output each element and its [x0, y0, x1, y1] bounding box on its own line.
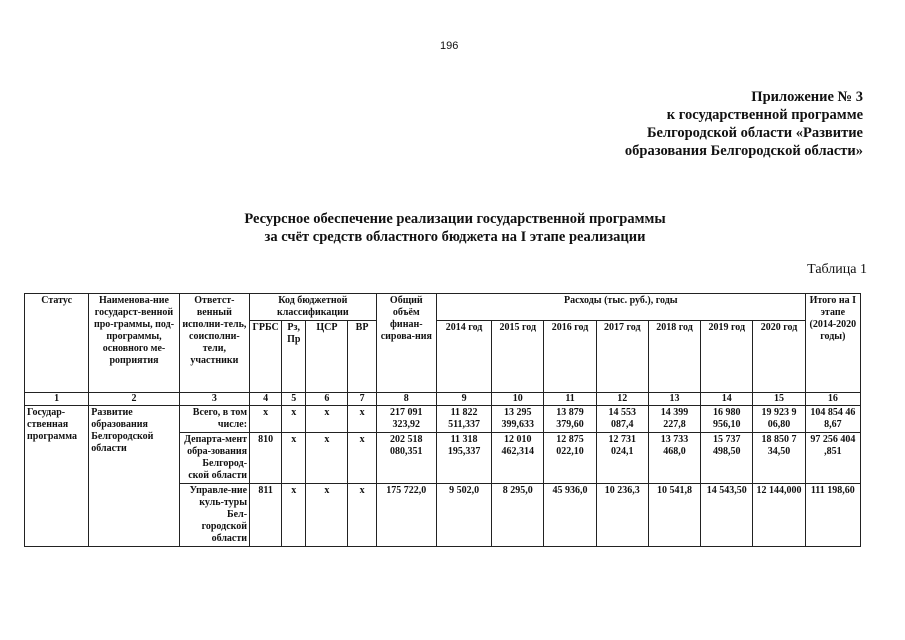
column-number: 3 — [179, 393, 249, 406]
year-2020-cell: 18 850 7 34,50 — [753, 433, 805, 484]
column-number: 14 — [701, 393, 753, 406]
header-year: 2018 год — [648, 321, 700, 393]
header-total-volume: Общий объём финан-сирова-ния — [376, 294, 436, 393]
csr-cell: х — [306, 406, 348, 433]
appendix-heading — [563, 88, 863, 160]
appendix-line: Белгородской области «Развитие — [646, 125, 863, 141]
header-name: Наименова-ние государст-венной про-граммы, под-программы, основного ме-роприятия — [89, 294, 179, 393]
header-budget-code: Код бюджетной классификации — [250, 294, 377, 321]
column-number: 1 — [25, 393, 89, 406]
year-2018-cell: 10 541,8 — [648, 484, 700, 547]
header-csr: ЦСР — [306, 321, 348, 393]
rzpr-cell: х — [282, 433, 306, 484]
header-year: 2014 год — [436, 321, 491, 393]
column-number: 7 — [348, 393, 376, 406]
grbs-cell: 811 — [250, 484, 282, 547]
rzpr-cell: х — [282, 406, 306, 433]
table-row — [25, 406, 861, 433]
year-2014-cell: 11 822 511,337 — [436, 406, 491, 433]
year-2018-cell: 14 399 227,8 — [648, 406, 700, 433]
header-row — [25, 294, 861, 321]
header-vr: ВР — [348, 321, 376, 393]
column-number: 2 — [89, 393, 179, 406]
column-number-row — [25, 393, 861, 406]
column-number: 10 — [492, 393, 544, 406]
stage-total-cell: 111 198,60 — [805, 484, 860, 547]
header-rzpr: Рз, Пр — [282, 321, 306, 393]
status-cell: Государ-ственная программа — [25, 406, 89, 547]
vr-cell: х — [348, 406, 376, 433]
year-2019-cell: 15 737 498,50 — [701, 433, 753, 484]
header-year: 2019 год — [701, 321, 753, 393]
column-number: 16 — [805, 393, 860, 406]
column-number: 8 — [376, 393, 436, 406]
year-2017-cell: 12 731 024,1 — [596, 433, 648, 484]
year-2015-cell: 13 295 399,633 — [492, 406, 544, 433]
header-executor: Ответст-венный исполни-тель, соисполни-тели, участники — [179, 294, 249, 393]
column-number: 12 — [596, 393, 648, 406]
stage-total-cell: 97 256 404 ,851 — [805, 433, 860, 484]
year-2020-cell: 19 923 9 06,80 — [753, 406, 805, 433]
executor-cell: Всего, в том числе: — [179, 406, 249, 433]
year-2015-cell: 8 295,0 — [492, 484, 544, 547]
stage-total-cell: 104 854 46 8,67 — [805, 406, 860, 433]
total-cell: 175 722,0 — [376, 484, 436, 547]
title-line-1: Ресурсное обеспечение реализации государственной программы — [244, 211, 666, 227]
program-name-cell: Развитие образования Белгородской области — [89, 406, 179, 547]
appendix-line: к государственной программе — [666, 107, 863, 123]
column-number: 4 — [250, 393, 282, 406]
column-number: 6 — [306, 393, 348, 406]
vr-cell: х — [348, 433, 376, 484]
year-2015-cell: 12 010 462,314 — [492, 433, 544, 484]
vr-cell: х — [348, 484, 376, 547]
year-2017-cell: 14 553 087,4 — [596, 406, 648, 433]
header-grbs: ГРБС — [250, 321, 282, 393]
table-label: Таблица 1 — [807, 262, 867, 277]
header-expenses: Расходы (тыс. руб.), годы — [436, 294, 805, 321]
resource-table — [24, 293, 861, 547]
header-year: 2015 год — [492, 321, 544, 393]
header-stage-total: Итого на I этапе (2014-2020 годы) — [805, 294, 860, 393]
appendix-line: Приложение № 3 — [751, 89, 863, 105]
year-2017-cell: 10 236,3 — [596, 484, 648, 547]
column-number: 9 — [436, 393, 491, 406]
year-2020-cell: 12 144,000 — [753, 484, 805, 547]
csr-cell: х — [306, 433, 348, 484]
column-number: 5 — [282, 393, 306, 406]
grbs-cell: х — [250, 406, 282, 433]
rzpr-cell: х — [282, 484, 306, 547]
title-line-2: за счёт средств областного бюджета на I этапе реализации — [264, 229, 646, 245]
csr-cell: х — [306, 484, 348, 547]
grbs-cell: 810 — [250, 433, 282, 484]
year-2014-cell: 9 502,0 — [436, 484, 491, 547]
column-number: 11 — [544, 393, 596, 406]
header-year: 2016 год — [544, 321, 596, 393]
column-number: 15 — [753, 393, 805, 406]
year-2019-cell: 16 980 956,10 — [701, 406, 753, 433]
total-cell: 202 518 080,351 — [376, 433, 436, 484]
executor-cell: Департа-мент обра-зования Белгород-ской области — [179, 433, 249, 484]
year-2014-cell: 11 318 195,337 — [436, 433, 491, 484]
executor-cell: Управле-ние куль-туры Бел-городской области — [179, 484, 249, 547]
total-cell: 217 091 323,92 — [376, 406, 436, 433]
year-2018-cell: 13 733 468,0 — [648, 433, 700, 484]
year-2016-cell: 13 879 379,60 — [544, 406, 596, 433]
year-2019-cell: 14 543,50 — [701, 484, 753, 547]
column-number: 13 — [648, 393, 700, 406]
page-number: 196 — [440, 40, 459, 52]
header-status: Статус — [25, 294, 89, 393]
document-title — [150, 210, 760, 246]
year-2016-cell: 12 875 022,10 — [544, 433, 596, 484]
header-year: 2020 год — [753, 321, 805, 393]
appendix-line: образования Белгородской области» — [624, 143, 863, 159]
header-year: 2017 год — [596, 321, 648, 393]
year-2016-cell: 45 936,0 — [544, 484, 596, 547]
